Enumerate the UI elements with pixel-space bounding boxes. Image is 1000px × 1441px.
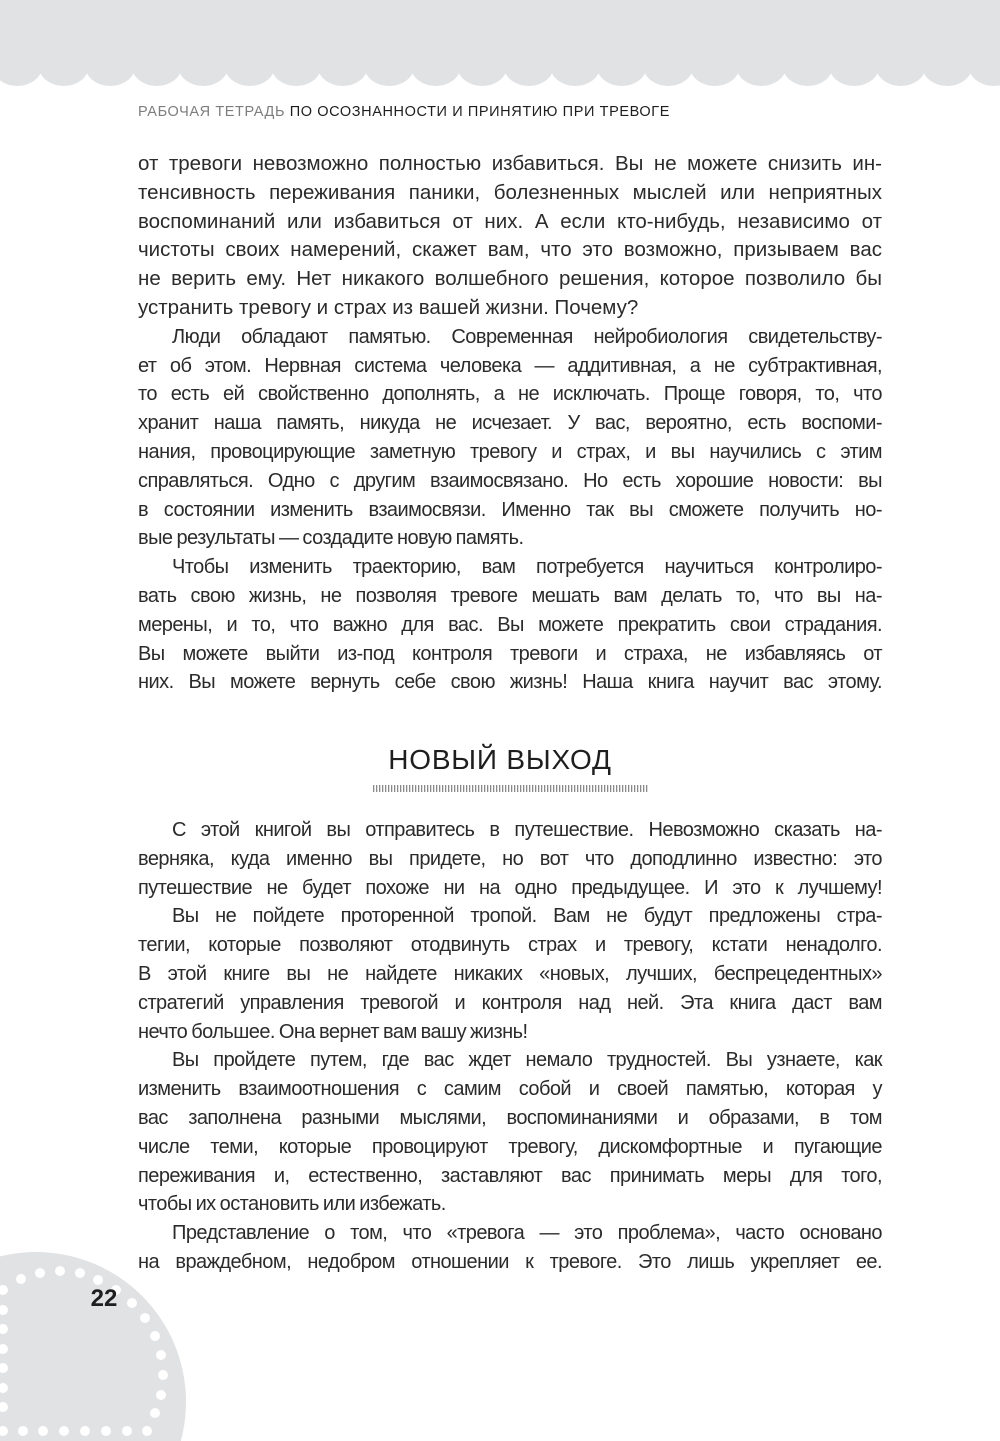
- text-line: Чтобы изменить траекторию, вам потребуется научиться контролиро-: [172, 556, 882, 579]
- text-line: С этой книгой вы отправитесь в путешествие. Невозможно сказать на-: [172, 819, 882, 841]
- text-line: вас заполнена разными мыслями, воспоминаниями и образами, в том: [138, 1106, 882, 1129]
- text-line: ет об этом. Нервная система человека — аддитивная, а не субтрактивная,: [138, 354, 882, 377]
- text-line: стратегий управления тревогой и контроля над ней. Эта книга даст вам: [138, 991, 882, 1014]
- text-line: верняка, куда именно вы придете, но вот что доподлинно известно: это: [138, 847, 882, 870]
- scalloped-header-decoration: [0, 0, 1000, 90]
- section-heading: НОВЫЙ ВЫХОД: [388, 744, 612, 775]
- text-line: вать свою жизнь, не позволяя тревоге мешать вам делать то, что вы на-: [138, 584, 882, 607]
- page-number: 22: [90, 1285, 118, 1312]
- text-line: вые результаты — создадите новую память.: [138, 527, 524, 550]
- text-line: не верить ему. Нет никакого волшебного решения, которое позволило бы: [138, 267, 882, 291]
- paragraph: [138, 323, 882, 553]
- text-line: переживания и, естественно, заставляют вас принимать меры для того,: [138, 1164, 882, 1187]
- text-line: тегии, которые позволяют отодвинуть страх и тревогу, кстати ненадолго.: [138, 934, 882, 957]
- text-line: на враждебном, недобром отношении к тревоге. Это лишь укрепляет ее.: [138, 1250, 882, 1273]
- text-line: в состоянии изменить взаимосвязи. Именно так вы сможете получить но-: [138, 498, 882, 521]
- text-line: В этой книге вы не найдете никаких «новых, лучших, беспрецедентных»: [138, 962, 882, 985]
- text-line: нания, провоцирующие заметную тревогу и страх, и вы научились с этим: [138, 440, 882, 463]
- text-line: чтобы их остановить или избежать.: [138, 1193, 446, 1216]
- text-line: числе теми, которые провоцируют тревогу, дискомфортные и пугающие: [138, 1135, 882, 1158]
- text-line: Люди обладают памятью. Современная нейробиология свидетельству-: [172, 325, 882, 348]
- text-line: устранить тревогу и страх из вашей жизни. Почему?: [138, 295, 639, 319]
- running-head: [138, 104, 670, 120]
- text-line: мерены, и то, что важно для вас. Вы можете прекратить свои страдания.: [138, 613, 882, 636]
- text-line: тенсивность переживания паники, болезненных мыслей или неприятных: [138, 180, 882, 204]
- text-line: путешествие не будет похоже ни на одно предыдущее. И это к лучшему!: [138, 876, 882, 899]
- paragraph: [138, 902, 882, 1046]
- text-line: Представление о том, что «тревога — это проблема», часто основано: [172, 1222, 882, 1245]
- text-line: от тревоги невозможно полностью избавиться. Вы не можете снизить ин-: [138, 152, 882, 175]
- section-1-body: [138, 150, 882, 697]
- text-line: Вы пройдете путем, где вас ждет немало трудностей. Вы узнаете, как: [172, 1049, 882, 1072]
- text-line: то есть ей свойственно дополнять, а не исключать. Проще говоря, то, что: [138, 383, 882, 406]
- text-line: Вы можете выйти из-под контроля тревоги и страха, не избавляясь от: [138, 642, 882, 665]
- paragraph: [138, 1219, 882, 1277]
- text-line: них. Вы можете вернуть себе свою жизнь! Наша книга научит вас этому.: [138, 671, 882, 694]
- paragraph: [138, 816, 882, 902]
- paragraph: [138, 1046, 882, 1219]
- paragraph: [138, 150, 882, 323]
- heading-tick-rule: [373, 785, 649, 792]
- running-head-series: РАБОЧАЯ ТЕТРАДЬ: [138, 104, 286, 120]
- text-line: Вы не пойдете проторенной тропой. Вам не будут предложены стра-: [172, 905, 882, 928]
- running-head-title: ПО ОСОЗНАННОСТИ И ПРИНЯТИЮ ПРИ ТРЕВОГЕ: [289, 104, 671, 120]
- section-2-body: [138, 816, 882, 1277]
- text-line: справляться. Одно с другим взаимосвязано. Но есть хорошие новости: вы: [138, 469, 882, 492]
- text-line: воспоминаний или избавиться от них. А если кто-нибудь, независимо от: [138, 209, 882, 233]
- page-number-badge-decoration: [0, 1230, 220, 1441]
- text-line: чистоты своих намерений, скажет вам, что это возможно, призываем вас: [138, 238, 882, 262]
- paragraph: [138, 553, 882, 697]
- text-line: хранит наша память, никуда не исчезает. У вас, вероятно, есть воспоми-: [138, 412, 882, 435]
- text-line: нечто большее. Она вернет вам вашу жизнь!: [138, 1020, 528, 1043]
- text-line: изменить взаимоотношения с самим собой и своей памятью, которая у: [138, 1078, 882, 1101]
